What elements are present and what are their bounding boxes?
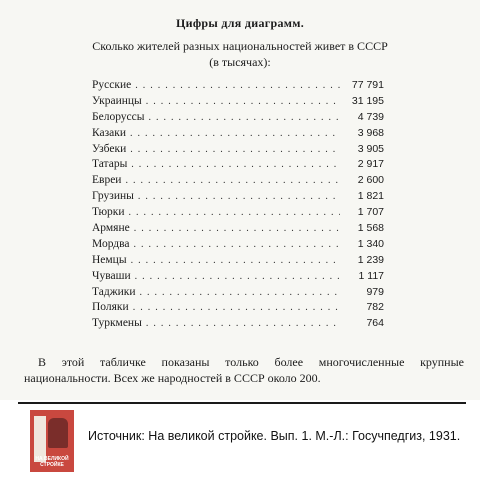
table-row <box>92 285 384 301</box>
table-row <box>92 126 384 142</box>
population-value: 1 239 <box>357 253 384 266</box>
nationality-name: Немцы <box>92 253 127 266</box>
population-table <box>92 78 384 332</box>
table-row <box>92 205 384 221</box>
dot-leader <box>135 78 340 94</box>
population-value: 3 905 <box>357 142 384 155</box>
dot-leader <box>134 237 340 253</box>
source-citation: Источник: На великой стройке. Вып. 1. М.-Л.: Госучпедгиз, 1931. <box>88 429 461 443</box>
table-row <box>92 189 384 205</box>
population-value: 1 707 <box>357 206 384 219</box>
page-heading: Цифры для диаграмм. <box>175 16 305 30</box>
dot-leader <box>131 157 340 173</box>
population-value: 764 <box>366 317 384 330</box>
population-value: 1 568 <box>357 222 384 235</box>
nationality-name: Мордва <box>92 237 130 250</box>
table-row <box>92 300 384 316</box>
table-row <box>92 173 384 189</box>
dot-leader <box>135 269 340 285</box>
table-row <box>92 94 384 110</box>
table-row <box>92 237 384 253</box>
dot-leader <box>146 316 340 332</box>
nationality-name: Узбеки <box>92 142 127 155</box>
population-value: 979 <box>366 285 384 298</box>
table-row <box>92 110 384 126</box>
population-value: 3 968 <box>357 126 384 139</box>
nationality-name: Украинцы <box>92 94 142 107</box>
dot-leader <box>133 300 340 316</box>
nationality-name: Татары <box>92 158 128 171</box>
nationality-name: Казаки <box>92 126 127 139</box>
dot-leader <box>125 173 340 189</box>
nationality-name: Чуваши <box>92 269 131 282</box>
dot-leader <box>138 189 340 205</box>
table-row <box>92 253 384 269</box>
nationality-name: Поляки <box>92 301 129 314</box>
table-row <box>92 157 384 173</box>
dot-leader <box>130 142 340 158</box>
cover-title: НА ВЕЛИКОЙ СТРОЙКЕ <box>35 456 69 468</box>
table-caption-line-1: Сколько жителей разных национальностей живет в СССР <box>92 39 388 53</box>
nationality-name: Тюрки <box>92 206 125 219</box>
nationality-name: Туркмены <box>92 317 142 330</box>
nationality-name: Грузины <box>92 190 134 203</box>
dot-leader <box>140 285 340 301</box>
footnote-paragraph: В этой табличке показаны только более многочисленные крупные национальности. Всех же народностей в СССР около 200. <box>24 355 464 385</box>
population-value: 1 821 <box>357 190 384 203</box>
population-value: 4 739 <box>357 110 384 123</box>
dot-leader <box>148 110 340 126</box>
table-caption-line-2: (в тысячах): <box>209 55 271 69</box>
dot-leader <box>130 126 340 142</box>
table-row <box>92 316 384 332</box>
table-row <box>92 78 384 94</box>
dot-leader <box>146 94 340 110</box>
nationality-name: Белоруссы <box>92 110 145 123</box>
table-row <box>92 221 384 237</box>
population-value: 1 117 <box>358 269 384 282</box>
dot-leader <box>131 253 340 269</box>
population-value: 782 <box>366 301 384 314</box>
population-value: 1 340 <box>357 237 384 250</box>
dot-leader <box>129 205 340 221</box>
nationality-name: Евреи <box>92 174 122 187</box>
table-row <box>92 269 384 285</box>
nationality-name: Армяне <box>92 222 130 235</box>
table-row <box>92 142 384 158</box>
dot-leader <box>134 221 340 237</box>
table-caption <box>0 38 480 70</box>
nationality-name: Русские <box>92 79 132 91</box>
population-value: 77 791 <box>351 79 384 91</box>
divider-line <box>18 402 466 404</box>
book-cover-thumbnail <box>30 410 74 472</box>
population-value: 2 917 <box>357 158 384 171</box>
population-value: 2 600 <box>357 174 384 187</box>
population-value: 31 195 <box>351 94 384 107</box>
cover-figure-illustration <box>48 418 68 448</box>
nationality-name: Таджики <box>92 285 136 298</box>
